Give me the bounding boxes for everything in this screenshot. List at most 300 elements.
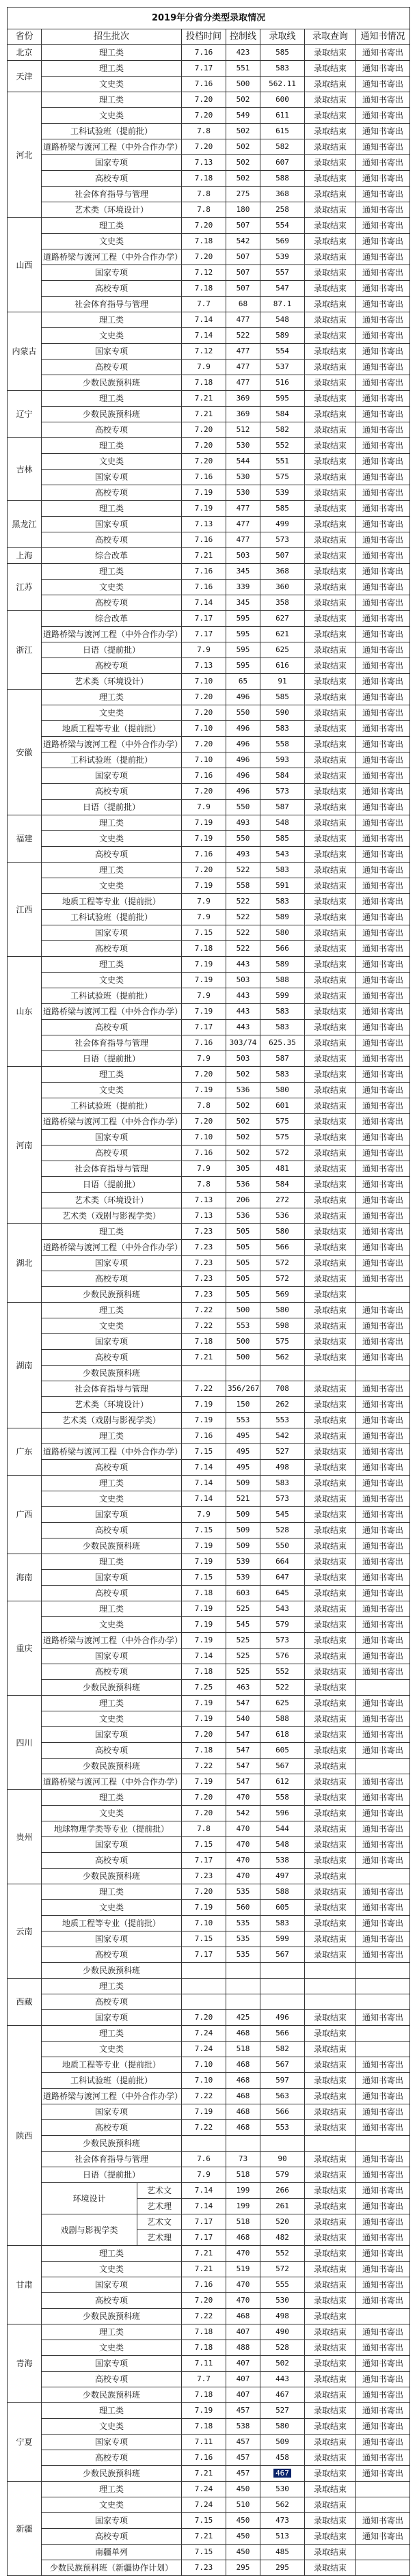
batch-name: 文史类 — [42, 1617, 182, 1633]
admission-line: 507 — [260, 548, 305, 564]
batch-name: 工科试验班（提前批） — [42, 2073, 182, 2089]
batch-name: 道路桥梁与渡河工程（中外合作办学） — [42, 249, 182, 265]
control-line: 525 — [226, 1633, 260, 1649]
admission-query-status: 录取结束 — [305, 2419, 356, 2435]
filing-time: 7.24 — [182, 2026, 226, 2042]
notice-status: 通知书寄出 — [356, 532, 410, 548]
admission-line: 502 — [260, 2356, 305, 2372]
notice-status: 通知书寄出 — [356, 1240, 410, 1256]
admission-query-status: 录取结束 — [305, 1727, 356, 1743]
admission-query-status: 录取结束 — [305, 2560, 356, 2576]
batch-name: 社会体育指导与管理 — [42, 2152, 182, 2167]
table-body — [8, 45, 410, 2576]
batch-name: 道路桥梁与渡河工程（中外合作办学） — [42, 1774, 182, 1790]
notice-status: 通知书寄出 — [356, 941, 410, 957]
admission-query-status: 录取结束 — [305, 1869, 356, 1884]
admission-query-status: 录取结束 — [305, 124, 356, 139]
filing-time: 7.8 — [182, 1098, 226, 1114]
notice-status: 通知书寄出 — [356, 360, 410, 375]
filing-time: 7.15 — [182, 1837, 226, 1853]
notice-status: 通知书寄出 — [356, 580, 410, 595]
filing-time: 7.20 — [182, 1790, 226, 1806]
notice-status: 通知书寄出 — [356, 705, 410, 721]
filing-time: 7.17 — [182, 2230, 226, 2246]
table-row — [8, 124, 410, 139]
table-row — [8, 1020, 410, 1035]
admission-query-status: 录取结束 — [305, 753, 356, 768]
table-row — [8, 2120, 410, 2136]
control-line: 505 — [226, 1287, 260, 1303]
batch-name: 少数民族预科班 — [42, 1963, 182, 1979]
admission-query-status: 录取结束 — [305, 2482, 356, 2497]
admission-line: 583 — [260, 1004, 305, 1020]
admission-line: 589 — [260, 328, 305, 344]
notice-status: 通知书寄出 — [356, 800, 410, 815]
admission-line: 563 — [260, 2089, 305, 2104]
table-row — [8, 2136, 410, 2152]
batch-name: 国家专项 — [42, 2277, 182, 2293]
control-line: 493 — [226, 847, 260, 863]
admission-query-status: 录取结束 — [305, 1334, 356, 1350]
admission-query-status: 录取结束 — [305, 863, 356, 878]
notice-status: 通知书寄出 — [356, 548, 410, 564]
table-row — [8, 1806, 410, 1821]
province-name: 宁夏 — [8, 2403, 42, 2482]
batch-name: 国家专项 — [42, 2010, 182, 2026]
notice-status: 通知书寄出 — [356, 674, 410, 690]
batch-name: 工科试验班（提前批） — [42, 1098, 182, 1114]
filing-time: 7.9 — [182, 1051, 226, 1067]
control-line: 519 — [226, 2262, 260, 2277]
notice-status: 通知书寄出 — [356, 454, 410, 470]
table-row — [8, 1303, 410, 1318]
admission-query-status: 录取结束 — [305, 800, 356, 815]
filing-time: 7.20 — [182, 1114, 226, 1130]
header-time: 投档时间 — [182, 29, 226, 45]
table-row — [8, 438, 410, 454]
table-row — [8, 391, 410, 407]
admission-line: 443 — [260, 2372, 305, 2387]
batch-name: 社会体育指导与管理 — [42, 187, 182, 202]
notice-status: 通知书寄出 — [356, 2324, 410, 2340]
batch-name: 少数民族预科班 — [42, 1538, 182, 1554]
notice-status: 通知书寄出 — [356, 831, 410, 847]
province-name: 湖北 — [8, 1224, 42, 1303]
table-row — [8, 642, 410, 658]
admission-line: 580 — [260, 1224, 305, 1240]
admission-line: 579 — [260, 1617, 305, 1633]
filing-time: 7.20 — [182, 2293, 226, 2309]
control-line: 500 — [226, 1334, 260, 1350]
filing-time: 7.16 — [182, 45, 226, 61]
admission-line: 520 — [260, 2214, 305, 2230]
admission-query-status — [305, 1963, 356, 1979]
admission-line: 543 — [260, 1601, 305, 1617]
table-row — [8, 2340, 410, 2356]
table-row — [8, 1963, 410, 1979]
batch-name: 国家专项 — [42, 1570, 182, 1586]
filing-time: 7.23 — [182, 1271, 226, 1287]
notice-status: 通知书寄出 — [356, 721, 410, 737]
table-row — [8, 737, 410, 753]
filing-time: 7.16 — [182, 2450, 226, 2466]
admission-line: 579 — [260, 2167, 305, 2183]
table-row — [8, 249, 410, 265]
admission-line: 587 — [260, 800, 305, 815]
notice-status: 通知书寄出 — [356, 187, 410, 202]
table-row — [8, 1224, 410, 1240]
notice-status: 通知书寄出 — [356, 1696, 410, 1711]
admission-line: 498 — [260, 1460, 305, 1476]
notice-status: 通知书寄出 — [356, 1601, 410, 1617]
admission-line: 528 — [260, 1523, 305, 1538]
filing-time: 7.11 — [182, 2435, 226, 2450]
notice-status: 通知书寄出 — [356, 1145, 410, 1161]
admission-query-status: 录取结束 — [305, 2545, 356, 2560]
batch-name: 理工类 — [42, 564, 182, 580]
filing-time: 7.21 — [182, 1350, 226, 1366]
filing-time: 7.9 — [182, 2167, 226, 2183]
filing-time: 7.16 — [182, 470, 226, 485]
admission-query-status: 录取结束 — [305, 1413, 356, 1428]
notice-status: 通知书寄出 — [356, 1130, 410, 1145]
admission-query-status: 录取结束 — [305, 2199, 356, 2214]
admission-query-status: 录取结束 — [305, 1303, 356, 1318]
notice-status: 通知书寄出 — [356, 611, 410, 627]
control-line: 500 — [226, 1303, 260, 1318]
filing-time: 7.18 — [182, 281, 226, 297]
batch-name: 少数民族预科班 — [42, 1869, 182, 1884]
admission-line: 538 — [260, 1853, 305, 1869]
control-line — [226, 1963, 260, 1979]
province-name: 黑龙江 — [8, 501, 42, 548]
table-row — [8, 611, 410, 627]
notice-status: 通知书寄出 — [356, 45, 410, 61]
notice-status: 通知书寄出 — [356, 1947, 410, 1963]
control-line: 522 — [226, 910, 260, 925]
control-line: 369 — [226, 391, 260, 407]
filing-time: 7.11 — [182, 2356, 226, 2372]
admission-query-status: 录取结束 — [305, 1318, 356, 1334]
table-row — [8, 1350, 410, 1366]
control-line: 199 — [226, 2183, 260, 2199]
admission-query-status: 录取结束 — [305, 2356, 356, 2372]
admission-query-status: 录取结束 — [305, 2497, 356, 2513]
table-row — [8, 2372, 410, 2387]
filing-time: 7.18 — [182, 1586, 226, 1601]
admission-line: 599 — [260, 1931, 305, 1947]
control-line: 503 — [226, 1051, 260, 1067]
admission-line: 547 — [260, 281, 305, 297]
filing-time: 7.21 — [182, 407, 226, 422]
control-line: 65 — [226, 674, 260, 690]
notice-status — [356, 2560, 410, 2576]
admission-line: 498 — [260, 2309, 305, 2324]
control-line: 522 — [226, 894, 260, 910]
admission-line: 90 — [260, 2152, 305, 2167]
admission-line: 509 — [260, 2435, 305, 2450]
table-row — [8, 2167, 410, 2183]
filing-time: 7.9 — [182, 894, 226, 910]
admission-query-status: 录取结束 — [305, 878, 356, 894]
notice-status: 通知书寄出 — [356, 124, 410, 139]
filing-time: 7.10 — [182, 721, 226, 737]
admission-query-status: 录取结束 — [305, 2010, 356, 2026]
notice-status: 通知书寄出 — [356, 1507, 410, 1523]
admission-query-status: 录取结束 — [305, 61, 356, 77]
filing-time: 7.14 — [182, 1649, 226, 1664]
admission-query-status: 录取结束 — [305, 2513, 356, 2529]
control-line: 68 — [226, 297, 260, 312]
notice-status: 通知书寄出 — [356, 1020, 410, 1035]
filing-time: 7.10 — [182, 674, 226, 690]
table-row — [8, 627, 410, 642]
notice-status: 通知书寄出 — [356, 1413, 410, 1428]
filing-time: 7.17 — [182, 1947, 226, 1963]
notice-status: 通知书寄出 — [356, 1743, 410, 1759]
control-line: 470 — [226, 1837, 260, 1853]
batch-name: 日语（提前批） — [42, 1051, 182, 1067]
table-row — [8, 139, 410, 155]
batch-name: 高校专项 — [42, 485, 182, 501]
batch-name: 高校专项 — [42, 2293, 182, 2309]
notice-status: 通知书寄出 — [356, 249, 410, 265]
province-name: 江西 — [8, 863, 42, 957]
notice-status: 通知书寄出 — [356, 1931, 410, 1947]
admission-query-status: 录取结束 — [305, 580, 356, 595]
notice-status: 通知书寄出 — [356, 1303, 410, 1318]
batch-name: 国家专项 — [42, 517, 182, 532]
batch-name: 理工类 — [42, 1696, 182, 1711]
admission-line: 490 — [260, 2324, 305, 2340]
filing-time: 7.16 — [182, 847, 226, 863]
filing-time: 7.22 — [182, 1381, 226, 1397]
table-row — [8, 1523, 410, 1538]
filing-time: 7.16 — [182, 1428, 226, 1444]
control-line: 547 — [226, 1774, 260, 1790]
admission-line: 539 — [260, 249, 305, 265]
batch-name: 高校专项 — [42, 532, 182, 548]
batch-name: 理工类 — [42, 218, 182, 234]
batch-name: 文史类 — [42, 705, 182, 721]
control-line: 503 — [226, 973, 260, 988]
filing-time: 7.17 — [182, 61, 226, 77]
batch-name: 文史类 — [42, 1806, 182, 1821]
admission-line: 589 — [260, 910, 305, 925]
admission-line: 358 — [260, 595, 305, 611]
admission-line: 550 — [260, 1538, 305, 1554]
batch-subtype: 艺术理 — [137, 2230, 182, 2246]
admission-query-status: 录取结束 — [305, 595, 356, 611]
control-line: 407 — [226, 2324, 260, 2340]
table-row — [8, 2497, 410, 2513]
notice-status: 通知书寄出 — [356, 847, 410, 863]
table-row — [8, 831, 410, 847]
notice-status: 通知书寄出 — [356, 595, 410, 611]
table-row — [8, 422, 410, 438]
admission-query-status: 录取结束 — [305, 2120, 356, 2136]
batch-name: 理工类 — [42, 863, 182, 878]
admission-line: 536 — [260, 1208, 305, 1224]
table-row — [8, 297, 410, 312]
batch-name: 地质工程等专业（提前批） — [42, 721, 182, 737]
admission-query-status: 录取结束 — [305, 375, 356, 391]
admission-line: 585 — [260, 831, 305, 847]
control-line: 522 — [226, 863, 260, 878]
table-row — [8, 171, 410, 187]
table-row — [8, 2104, 410, 2120]
notice-status: 通知书寄出 — [356, 2167, 410, 2183]
notice-status: 通知书寄出 — [356, 344, 410, 360]
notice-status: 通知书寄出 — [356, 375, 410, 391]
batch-name: 文史类 — [42, 328, 182, 344]
notice-status: 通知书寄出 — [356, 1428, 410, 1444]
filing-time: 7.7 — [182, 297, 226, 312]
filing-time: 7.16 — [182, 77, 226, 92]
filing-time: 7.19 — [182, 2104, 226, 2120]
notice-status: 通知书寄出 — [356, 2089, 410, 2104]
admission-line: 575 — [260, 1130, 305, 1145]
table-row — [8, 2183, 410, 2199]
admission-query-status: 录取结束 — [305, 1444, 356, 1460]
admission-line: 545 — [260, 1507, 305, 1523]
batch-name: 社会体育指导与管理 — [42, 297, 182, 312]
notice-status: 通知书寄出 — [356, 2152, 410, 2167]
batch-name: 艺术类（环境设计） — [42, 202, 182, 218]
notice-status: 通知书寄出 — [356, 2214, 410, 2230]
notice-status: 通知书寄出 — [356, 973, 410, 988]
batch-name: 少数民族预科班 — [42, 375, 182, 391]
admission-line: 575 — [260, 1114, 305, 1130]
admission-line: 573 — [260, 1491, 305, 1507]
filing-time: 7.21 — [182, 548, 226, 564]
batch-name: 日语（提前批） — [42, 1177, 182, 1193]
control-line: 470 — [226, 1790, 260, 1806]
admission-line: 562.11 — [260, 77, 305, 92]
notice-status: 通知书寄出 — [356, 658, 410, 674]
admission-query-status: 录取结束 — [305, 674, 356, 690]
admission-line: 595 — [260, 391, 305, 407]
admission-query-status: 录取结束 — [305, 1664, 356, 1680]
table-row — [8, 1759, 410, 1774]
notice-status: 通知书寄出 — [356, 391, 410, 407]
filing-time: 7.10 — [182, 2073, 226, 2089]
admission-line: 553 — [260, 1413, 305, 1428]
admission-query-status: 录取结束 — [305, 910, 356, 925]
notice-status: 通知书寄出 — [356, 501, 410, 517]
control-line: 457 — [226, 2403, 260, 2419]
control-line: 470 — [226, 2293, 260, 2309]
control-line: 477 — [226, 501, 260, 517]
province-name: 辽宁 — [8, 391, 42, 438]
admission-query-status: 录取结束 — [305, 1397, 356, 1413]
batch-name: 日语（提前批） — [42, 642, 182, 658]
table-row — [8, 988, 410, 1004]
filing-time: 7.9 — [182, 642, 226, 658]
admission-query-status: 录取结束 — [305, 2324, 356, 2340]
admission-query-status: 录取结束 — [305, 1790, 356, 1806]
table-row — [8, 312, 410, 328]
batch-name: 少数民族预科班 — [42, 1680, 182, 1696]
table-row — [8, 957, 410, 973]
admission-query-status: 录取结束 — [305, 1649, 356, 1664]
table-row — [8, 77, 410, 92]
control-line: 509 — [226, 1523, 260, 1538]
admission-line: 605 — [260, 1900, 305, 1916]
notice-status: 通知书寄出 — [356, 1444, 410, 1460]
table-row — [8, 721, 410, 737]
notice-status: 通知书寄出 — [356, 1208, 410, 1224]
admission-line: 527 — [260, 2403, 305, 2419]
batch-name: 国家专项 — [42, 2435, 182, 2450]
admission-line — [260, 1994, 305, 2010]
batch-name: 理工类 — [42, 1476, 182, 1491]
admission-query-status: 录取结束 — [305, 1806, 356, 1821]
table-row — [8, 1083, 410, 1098]
admission-line: 575 — [260, 470, 305, 485]
control-line: 549 — [226, 108, 260, 124]
control-line: 450 — [226, 2482, 260, 2497]
batch-name: 艺术类（戏剧与影视学类） — [42, 1413, 182, 1428]
notice-status — [356, 1979, 410, 1994]
admission-query-status: 录取结束 — [305, 2387, 356, 2403]
admission-line: 588 — [260, 1711, 305, 1727]
control-line — [226, 1979, 260, 1994]
admission-query-status: 录取结束 — [305, 1224, 356, 1240]
notice-status: 通知书寄出 — [356, 784, 410, 800]
control-line — [226, 2136, 260, 2152]
table-row — [8, 894, 410, 910]
filing-time: 7.23 — [182, 1869, 226, 1884]
notice-status: 通知书寄出 — [356, 1460, 410, 1476]
header-query: 录取查询 — [305, 29, 356, 45]
admission-line: 596 — [260, 1806, 305, 1821]
notice-status: 通知书寄出 — [356, 1193, 410, 1208]
filing-time: 7.22 — [182, 2120, 226, 2136]
admission-query-status: 录取结束 — [305, 1821, 356, 1837]
filing-time: 7.8 — [182, 202, 226, 218]
admission-query-status: 录取结束 — [305, 1759, 356, 1774]
filing-time: 7.14 — [182, 2183, 226, 2199]
admission-query-status: 录取结束 — [305, 249, 356, 265]
admission-query-status: 录取结束 — [305, 1916, 356, 1931]
control-line: 539 — [226, 1554, 260, 1570]
batch-name: 少数民族预科班 — [42, 1287, 182, 1303]
admission-line: 583 — [260, 894, 305, 910]
admission-line: 573 — [260, 1633, 305, 1649]
batch-name: 道路桥梁与渡河工程（中外合作办学） — [42, 1004, 182, 1020]
admission-line: 600 — [260, 92, 305, 108]
table-row — [8, 1507, 410, 1523]
table-row — [8, 2560, 410, 2576]
control-line: 522 — [226, 941, 260, 957]
admission-line: 91 — [260, 674, 305, 690]
table-row — [8, 1994, 410, 2010]
admission-line: 573 — [260, 532, 305, 548]
table-row — [8, 705, 410, 721]
control-line: 540 — [226, 1711, 260, 1727]
admission-line: 605 — [260, 1743, 305, 1759]
admission-query-status — [305, 2136, 356, 2152]
admission-query-status: 录取结束 — [305, 45, 356, 61]
admission-query-status: 录取结束 — [305, 1428, 356, 1444]
table-row — [8, 45, 410, 61]
admission-line: 611 — [260, 108, 305, 124]
filing-time: 7.18 — [182, 2324, 226, 2340]
admission-line: 708 — [260, 1381, 305, 1397]
admission-query-status: 录取结束 — [305, 187, 356, 202]
notice-status: 通知书寄出 — [356, 1523, 410, 1538]
